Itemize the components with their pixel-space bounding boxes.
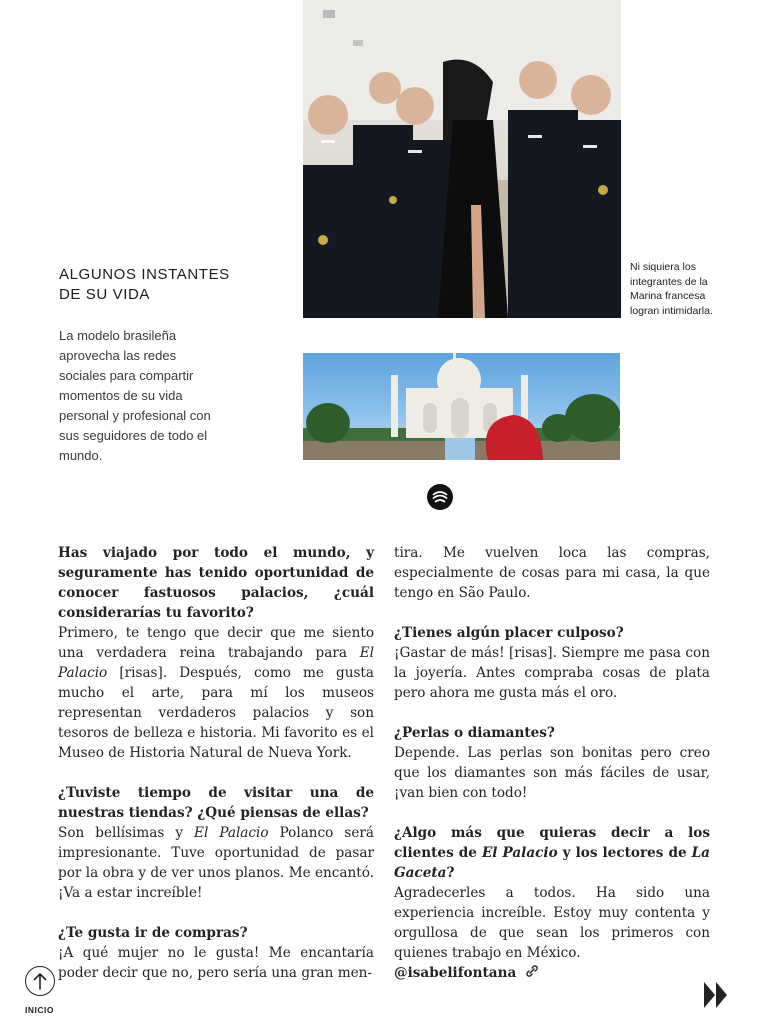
arrow-up-icon[interactable] <box>26 967 54 995</box>
question-6 <box>394 823 710 883</box>
answer-6: Agradecerles a todos. Ha sido una experiencia increíble. Estoy muy contenta y orgullosa de que sean los primeros con quienes trabajo en México. <box>394 885 710 961</box>
article-column-right <box>394 543 710 983</box>
answer-2 <box>58 823 374 903</box>
back-to-top-button[interactable] <box>25 966 55 996</box>
section-title <box>59 265 259 305</box>
section-description: La modelo brasileña aprovecha las redes sociales para compartir momentos de su vida personal y profesional con sus seguidores de todo el mundo. <box>59 328 211 463</box>
section-ornament-icon <box>427 484 453 510</box>
section-title-line-2: DE SU VIDA <box>59 286 151 303</box>
question-6-part-3: y los lectores de <box>557 845 692 861</box>
social-handle-line[interactable] <box>394 963 710 983</box>
question-2: ¿Tuviste tiempo de visitar una de nuestras tiendas? ¿Qué piensas de ellas? <box>58 785 374 821</box>
question-6-part-2: El Palacio <box>481 845 558 861</box>
answer-1-part-3: [risas]. Después, como me gusta mucho el arte, para mí los museos representan verdaderos palacios y son tesoros de belleza e historia. Mi favorito es el Museo de Historia Natural de Nueva York. <box>58 665 374 761</box>
answer-5: Depende. Las perlas son bonitas pero creo que los diamantes son más fáciles de usar, ¡van bien con todo! <box>394 745 710 801</box>
answer-3-continued: tira. Me vuelven loca las compras, especialmente de cosas para mi casa, la que tengo en São Paulo. <box>394 545 710 601</box>
answer-4: ¡Gastar de más! [risas]. Siempre me pasa con la joyería. Antes compraba cosas de plata pero ahora me gusta más el oro. <box>394 645 710 701</box>
photo-caption-line-2: integrantes de la <box>630 275 708 288</box>
question-6-part-4: La Gaceta <box>394 845 710 881</box>
photo-caption-line-4: logran intimidarla. <box>630 304 713 317</box>
photo-caption-line-3: Marina francesa <box>630 290 706 302</box>
answer-1-part-1: Primero, te tengo que decir que me siento una verdadera reina trabajando para <box>58 625 374 661</box>
answer-2-part-2: El Palacio <box>194 825 269 841</box>
question-4: ¿Tienes algún placer culposo? <box>394 625 624 641</box>
link-icon[interactable] <box>524 964 540 978</box>
answer-2-part-1: Son bellísimas y <box>58 825 195 841</box>
next-page-button[interactable] <box>702 980 730 1014</box>
question-6-part-1: ¿Algo más que quieras decir a los clientes de <box>394 825 710 861</box>
photo-caption <box>630 260 740 318</box>
group-photo <box>303 0 621 318</box>
question-3: ¿Te gusta ir de compras? <box>58 925 248 941</box>
question-1: Has viajado por todo el mundo, y seguramente has tenido oportunidad de conocer fastuosos palacios, ¿cuál considerarías tu favorito? <box>58 545 374 621</box>
question-5: ¿Perlas o diamantes? <box>394 725 555 741</box>
section-title-line-1: ALGUNOS INSTANTES <box>59 266 230 283</box>
home-label[interactable]: INICIO <box>25 1005 54 1015</box>
ornament-glyph <box>427 484 453 510</box>
answer-1-part-2: El Palacio <box>58 645 374 681</box>
photo-caption-line-1: Ni siquiera los <box>630 261 696 273</box>
article-column-left <box>58 543 374 983</box>
question-6-part-5: ? <box>446 865 455 881</box>
taj-mahal-illustration <box>303 353 620 460</box>
answer-3: ¡A qué mujer no le gusta! Me encantaría poder decir que no, pero sería una gran men- <box>58 945 374 981</box>
answer-2-part-3: Polanco será impresionante. Tuve oportunidad de pasar por la obra y de ver unos planos. Me encantó. ¡Va a estar increíble! <box>58 825 374 901</box>
social-handle[interactable]: @isabelifontana <box>394 965 517 981</box>
double-chevron-right-icon[interactable] <box>702 980 730 1010</box>
answer-1 <box>58 623 374 763</box>
group-photo-illustration <box>303 0 621 318</box>
taj-mahal-photo <box>303 353 620 460</box>
